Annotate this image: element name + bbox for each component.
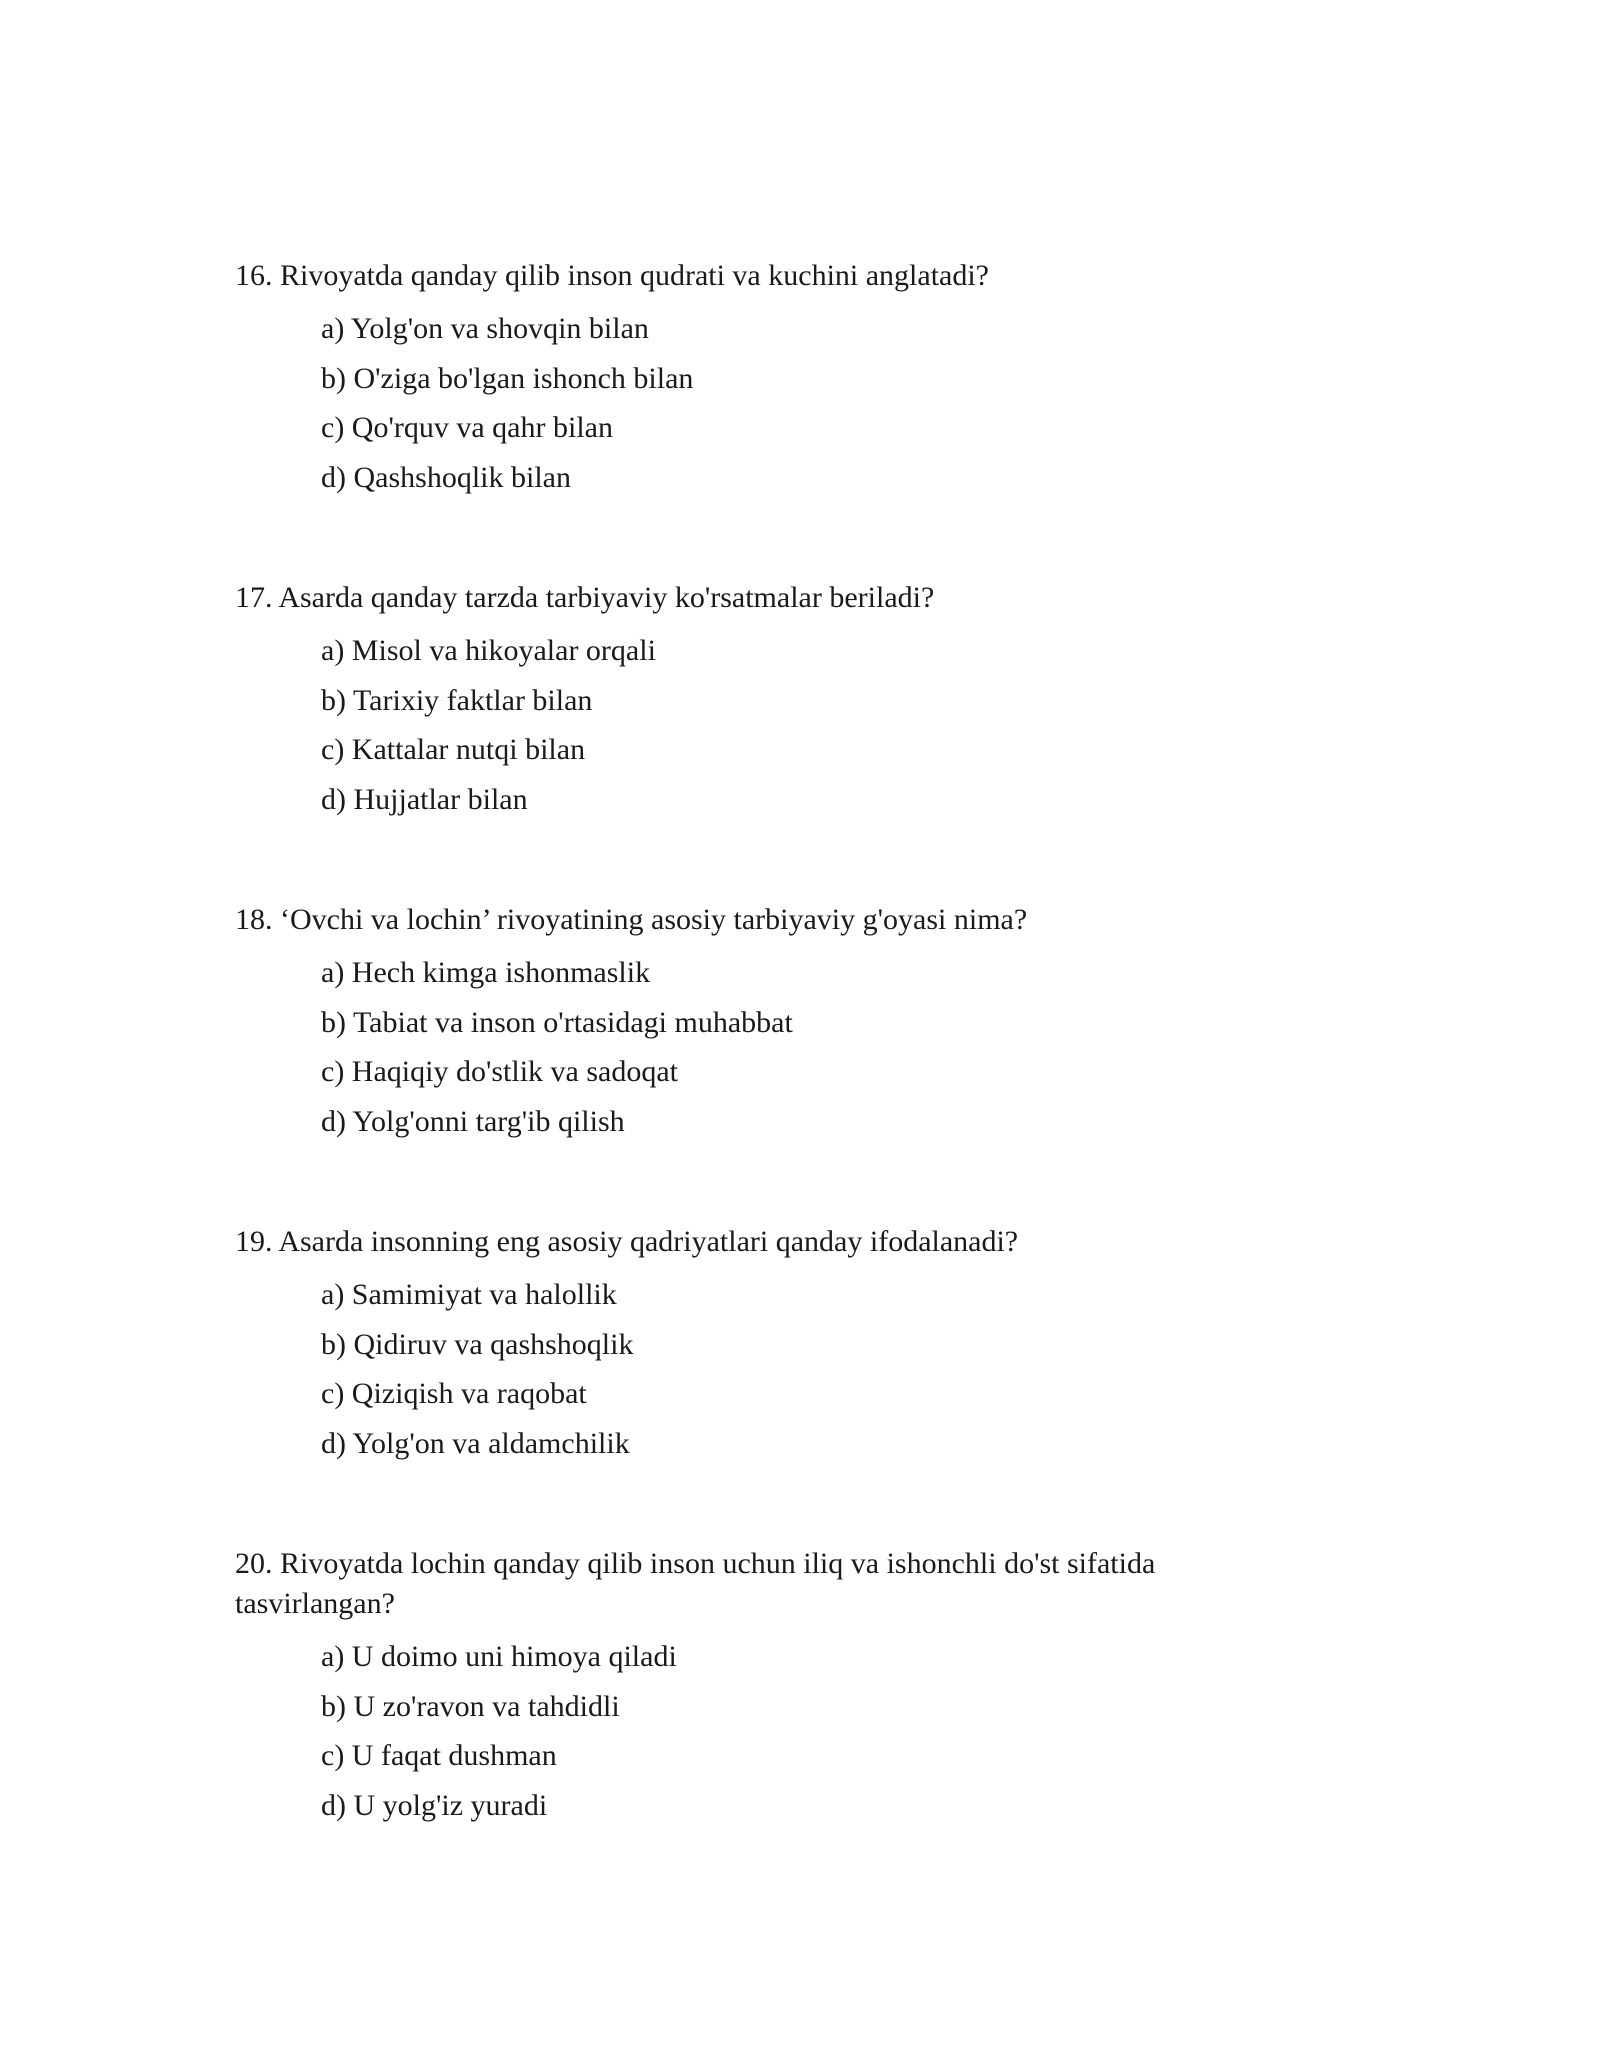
answer-options bbox=[321, 948, 1235, 1146]
option-c: c) Qiziqish va raqobat bbox=[321, 1377, 587, 1410]
option-d: d) Yolg'onni targ'ib qilish bbox=[321, 1104, 625, 1138]
question-text: 17. Asarda qanday tarzda tarbiyaviy ko'rsatmalar beriladi? bbox=[235, 581, 935, 614]
option-d: d) Hujjatlar bilan bbox=[321, 782, 528, 816]
option-c: c) Kattalar nutqi bilan bbox=[321, 733, 586, 766]
option-c: c) Qo'rquv va qahr bilan bbox=[321, 411, 613, 444]
option-a: a) Samimiyat va halollik bbox=[321, 1278, 617, 1311]
answer-options bbox=[321, 1632, 1235, 1830]
option-c: c) U faqat dushman bbox=[321, 1739, 557, 1772]
answer-options bbox=[321, 304, 1235, 502]
question-text: 20. Rivoyatda lochin qanday qilib inson uchun iliq va ishonchli do'st sifatida tasvirlangan? bbox=[235, 1547, 1156, 1620]
option-a: a) Misol va hikoyalar orqali bbox=[321, 634, 656, 667]
question-17 bbox=[235, 578, 1235, 824]
question-18 bbox=[235, 900, 1235, 1146]
question-16 bbox=[235, 256, 1235, 502]
question-20 bbox=[235, 1544, 1235, 1830]
option-b: b) U zo'ravon va tahdidli bbox=[321, 1689, 620, 1723]
answer-options bbox=[321, 1270, 1235, 1468]
option-b: b) Qidiruv va qashshoqlik bbox=[321, 1327, 634, 1361]
question-19 bbox=[235, 1222, 1235, 1468]
option-d: d) U yolg'iz yuradi bbox=[321, 1788, 548, 1822]
question-text: 18. ‘Ovchi va lochin’ rivoyatining asosiy tarbiyaviy g'oyasi nima? bbox=[235, 903, 1028, 936]
option-b: b) Tabiat va inson o'rtasidagi muhabbat bbox=[321, 1005, 793, 1039]
option-b: b) O'ziga bo'lgan ishonch bilan bbox=[321, 361, 694, 395]
option-b: b) Tarixiy faktlar bilan bbox=[321, 683, 593, 717]
question-text: 16. Rivoyatda qanday qilib inson qudrati va kuchini anglatadi? bbox=[235, 259, 989, 292]
option-c: c) Haqiqiy do'stlik va sadoqat bbox=[321, 1055, 678, 1088]
option-d: d) Yolg'on va aldamchilik bbox=[321, 1426, 630, 1460]
option-a: a) Yolg'on va shovqin bilan bbox=[321, 312, 649, 345]
option-a: a) Hech kimga ishonmaslik bbox=[321, 956, 651, 989]
answer-options bbox=[321, 626, 1235, 824]
question-text: 19. Asarda insonning eng asosiy qadriyatlari qanday ifodalanadi? bbox=[235, 1225, 1019, 1258]
option-d: d) Qashshoqlik bilan bbox=[321, 460, 571, 494]
option-a: a) U doimo uni himoya qiladi bbox=[321, 1640, 677, 1673]
